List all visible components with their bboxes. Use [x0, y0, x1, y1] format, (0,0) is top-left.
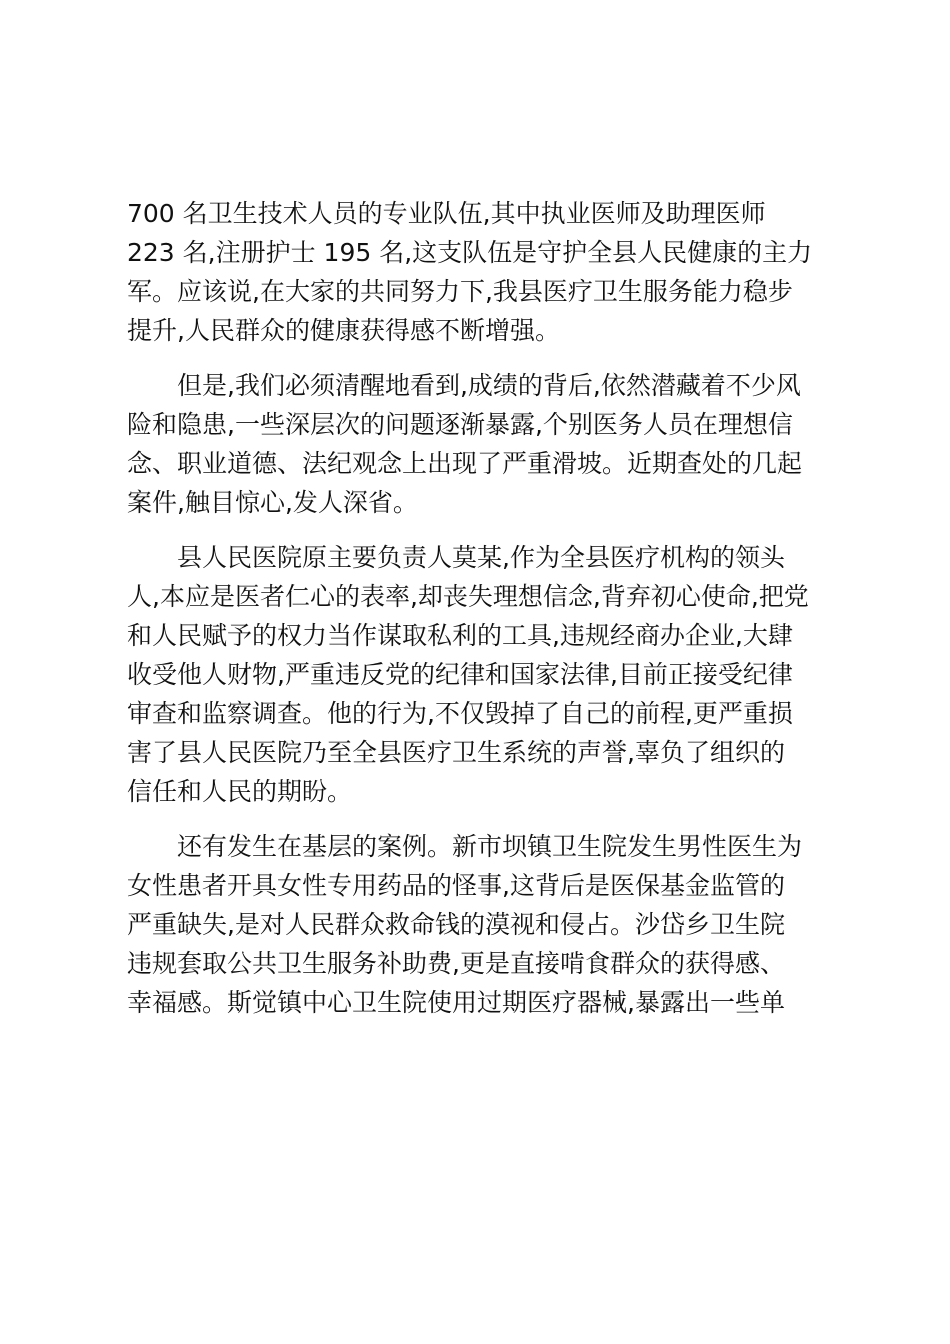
paragraph-line: 害了县人民医院乃至全县医疗卫生系统的声誉,辜负了组织的 — [127, 738, 785, 767]
paragraph-4 — [127, 827, 827, 1022]
paragraph-line: 幸福感。斯觉镇中心卫生院使用过期医疗器械,暴露出一些单 — [127, 988, 785, 1017]
paragraph-line: 但是,我们必须清醒地看到,成绩的背后,依然潜藏着不少风 — [177, 371, 801, 400]
paragraph-spacing — [127, 811, 827, 827]
paragraph-line: 收受他人财物,严重违反党的纪律和国家法律,目前正接受纪律 — [127, 660, 793, 689]
paragraph-line: 军。应该说,在大家的共同努力下,我县医疗卫生服务能力稳步 — [127, 277, 793, 306]
paragraph-line: 女性患者开具女性专用药品的怪事,这背后是医保基金监管的 — [127, 871, 785, 900]
paragraph-line: 提升,人民群众的健康获得感不断增强。 — [127, 316, 560, 345]
paragraph-line: 违规套取公共卫生服务补助费,更是直接啃食群众的获得感、 — [127, 949, 785, 978]
paragraph-spacing — [127, 350, 827, 366]
paragraph-line: 信任和人民的期盼。 — [127, 777, 353, 806]
paragraph-spacing — [127, 522, 827, 538]
paragraph-line: 念、职业道德、法纪观念上出现了严重滑坡。近期查处的几起 — [127, 449, 803, 478]
paragraph-line: 县人民医院原主要负责人莫某,作为全县医疗机构的领头 — [177, 543, 785, 572]
document-body — [127, 194, 827, 1022]
paragraph-line: 案件,触目惊心,发人深省。 — [127, 488, 418, 517]
paragraph-1 — [127, 194, 827, 350]
paragraph-line: 严重缺失,是对人民群众救命钱的漠视和侵占。沙岱乡卫生院 — [127, 910, 785, 939]
paragraph-line: 审查和监察调查。他的行为,不仅毁掉了自己的前程,更严重损 — [127, 699, 793, 728]
paragraph-line: 700 名卫生技术人员的专业队伍,其中执业医师及助理医师 — [127, 199, 766, 228]
paragraph-2 — [127, 366, 827, 522]
paragraph-line: 人,本应是医者仁心的表率,却丧失理想信念,背弃初心使命,把党 — [127, 582, 809, 611]
paragraph-line: 还有发生在基层的案例。新市坝镇卫生院发生男性医生为 — [177, 832, 803, 861]
paragraph-line: 和人民赋予的权力当作谋取私利的工具,违规经商办企业,大肆 — [127, 621, 793, 650]
paragraph-3 — [127, 538, 827, 811]
paragraph-line: 险和隐患,一些深层次的问题逐渐暴露,个别医务人员在理想信 — [127, 410, 793, 439]
paragraph-line: 223 名,注册护士 195 名,这支队伍是守护全县人民健康的主力 — [127, 238, 813, 267]
